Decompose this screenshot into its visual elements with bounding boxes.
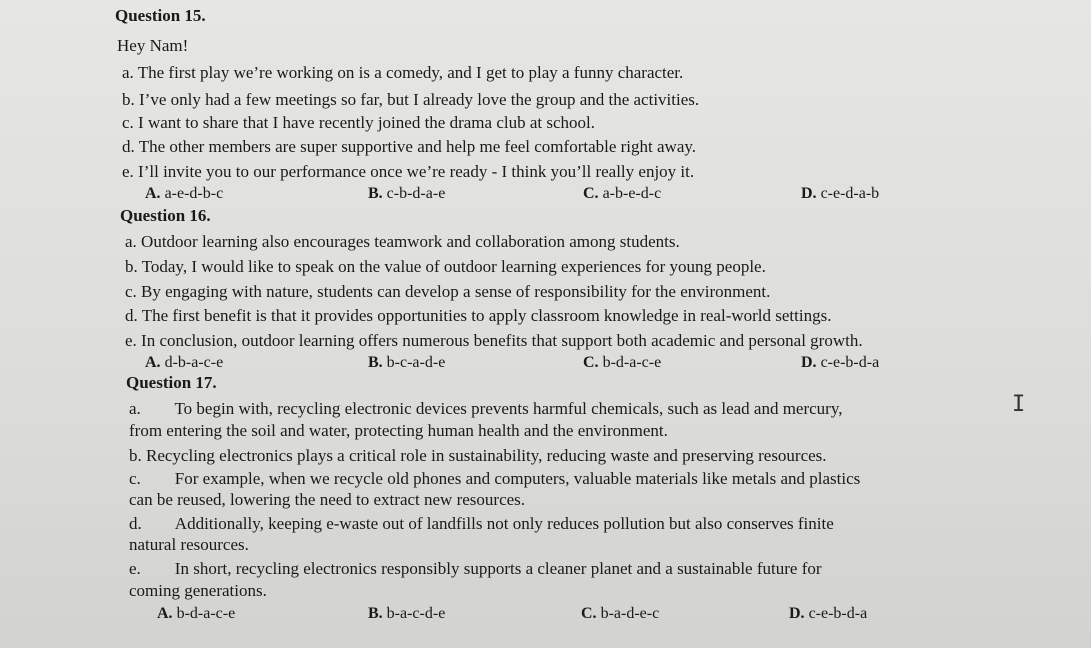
q16-option-c-text: b-d-a-c-e (602, 354, 662, 371)
q17-option-b[interactable] (368, 604, 445, 624)
q17-line-2: from entering the soil and water, protecting human health and the environment. (129, 421, 668, 440)
q16-option-b[interactable] (368, 353, 445, 373)
q17-line-1: a. To begin with, recycling electronic devices prevents harmful chemicals, such as lead and mercury, (129, 399, 843, 418)
q17-heading: Question 17. (126, 373, 217, 392)
q15-option-b[interactable] (368, 184, 445, 204)
q17-line-9: coming generations. (129, 581, 267, 600)
q16-option-d-letter: D. (801, 354, 817, 371)
q17-option-c-letter: C. (581, 605, 597, 622)
q15-option-d-text: c-e-d-a-b (820, 185, 880, 202)
q16-item-e: e. In conclusion, outdoor learning offers numerous benefits that support both academic and personal growth. (125, 331, 863, 350)
q15-greeting: Hey Nam! (117, 36, 189, 55)
q17-option-c[interactable] (581, 604, 659, 624)
q15-option-c-text: a-b-e-d-c (602, 185, 662, 202)
q17-line-4: c. For example, when we recycle old phones and computers, valuable materials like metals and plastics (129, 469, 861, 488)
q17-line-6: d. Additionally, keeping e-waste out of landfills not only reduces pollution but also conserves finite (129, 514, 834, 533)
q15-option-a-letter: A. (145, 185, 161, 202)
q15-item-c: c. I want to share that I have recently joined the drama club at school. (122, 113, 595, 132)
q17-line-8: e. In short, recycling electronics responsibly supports a cleaner planet and a sustainable future for (129, 559, 822, 578)
q15-item-e: e. I’ll invite you to our performance once we’re ready - I think you’ll really enjoy it. (122, 162, 695, 181)
q16-option-a[interactable] (145, 353, 223, 373)
q17-option-a[interactable] (157, 604, 235, 624)
q16-option-a-letter: A. (145, 354, 161, 371)
q17-option-b-letter: B. (368, 605, 383, 622)
q15-heading: Question 15. (115, 6, 206, 25)
q15-option-c-letter: C. (583, 185, 599, 202)
q15-option-d-letter: D. (801, 185, 817, 202)
q16-item-b: b. Today, I would like to speak on the value of outdoor learning experiences for young people. (125, 257, 766, 276)
q15-option-a[interactable] (145, 184, 223, 204)
q17-option-c-text: b-a-d-e-c (600, 605, 660, 622)
q16-option-d[interactable] (801, 353, 879, 373)
q17-option-a-letter: A. (157, 605, 173, 622)
q16-option-c[interactable] (583, 353, 661, 373)
q17-option-b-text: b-a-c-d-e (386, 605, 446, 622)
q15-item-b: b. I’ve only had a few meetings so far, but I already love the group and the activities. (122, 90, 700, 109)
q16-item-a: a. Outdoor learning also encourages teamwork and collaboration among students. (125, 232, 680, 251)
q16-item-c: c. By engaging with nature, students can develop a sense of responsibility for the environment. (125, 282, 771, 301)
q17-line-7: natural resources. (129, 535, 249, 554)
q15-option-b-text: c-b-d-a-e (386, 185, 446, 202)
q17-option-a-text: b-d-a-c-e (176, 605, 236, 622)
q17-line-5: can be reused, lowering the need to extract new resources. (129, 490, 526, 509)
q17-option-d[interactable] (789, 604, 867, 624)
text-cursor-icon: I (1012, 392, 1026, 417)
q16-item-d: d. The first benefit is that it provides opportunities to apply classroom knowledge in real-world settings. (125, 306, 832, 325)
q16-option-c-letter: C. (583, 354, 599, 371)
q17-line-3: b. Recycling electronics plays a critical role in sustainability, reducing waste and preserving resources. (129, 446, 827, 465)
q16-option-b-letter: B. (368, 354, 383, 371)
q15-option-c[interactable] (583, 184, 661, 204)
q16-option-d-text: c-e-b-d-a (820, 354, 880, 371)
q16-option-b-text: b-c-a-d-e (386, 354, 446, 371)
q16-option-a-text: d-b-a-c-e (164, 354, 224, 371)
q16-heading: Question 16. (120, 206, 211, 225)
q17-option-d-text: c-e-b-d-a (808, 605, 868, 622)
q15-item-d: d. The other members are super supportive and help me feel comfortable right away. (122, 137, 697, 156)
q15-option-a-text: a-e-d-b-c (164, 185, 224, 202)
q17-option-d-letter: D. (789, 605, 805, 622)
q15-item-a: a. The first play we’re working on is a comedy, and I get to play a funny character. (122, 63, 684, 82)
q15-option-b-letter: B. (368, 185, 383, 202)
q15-option-d[interactable] (801, 184, 879, 204)
